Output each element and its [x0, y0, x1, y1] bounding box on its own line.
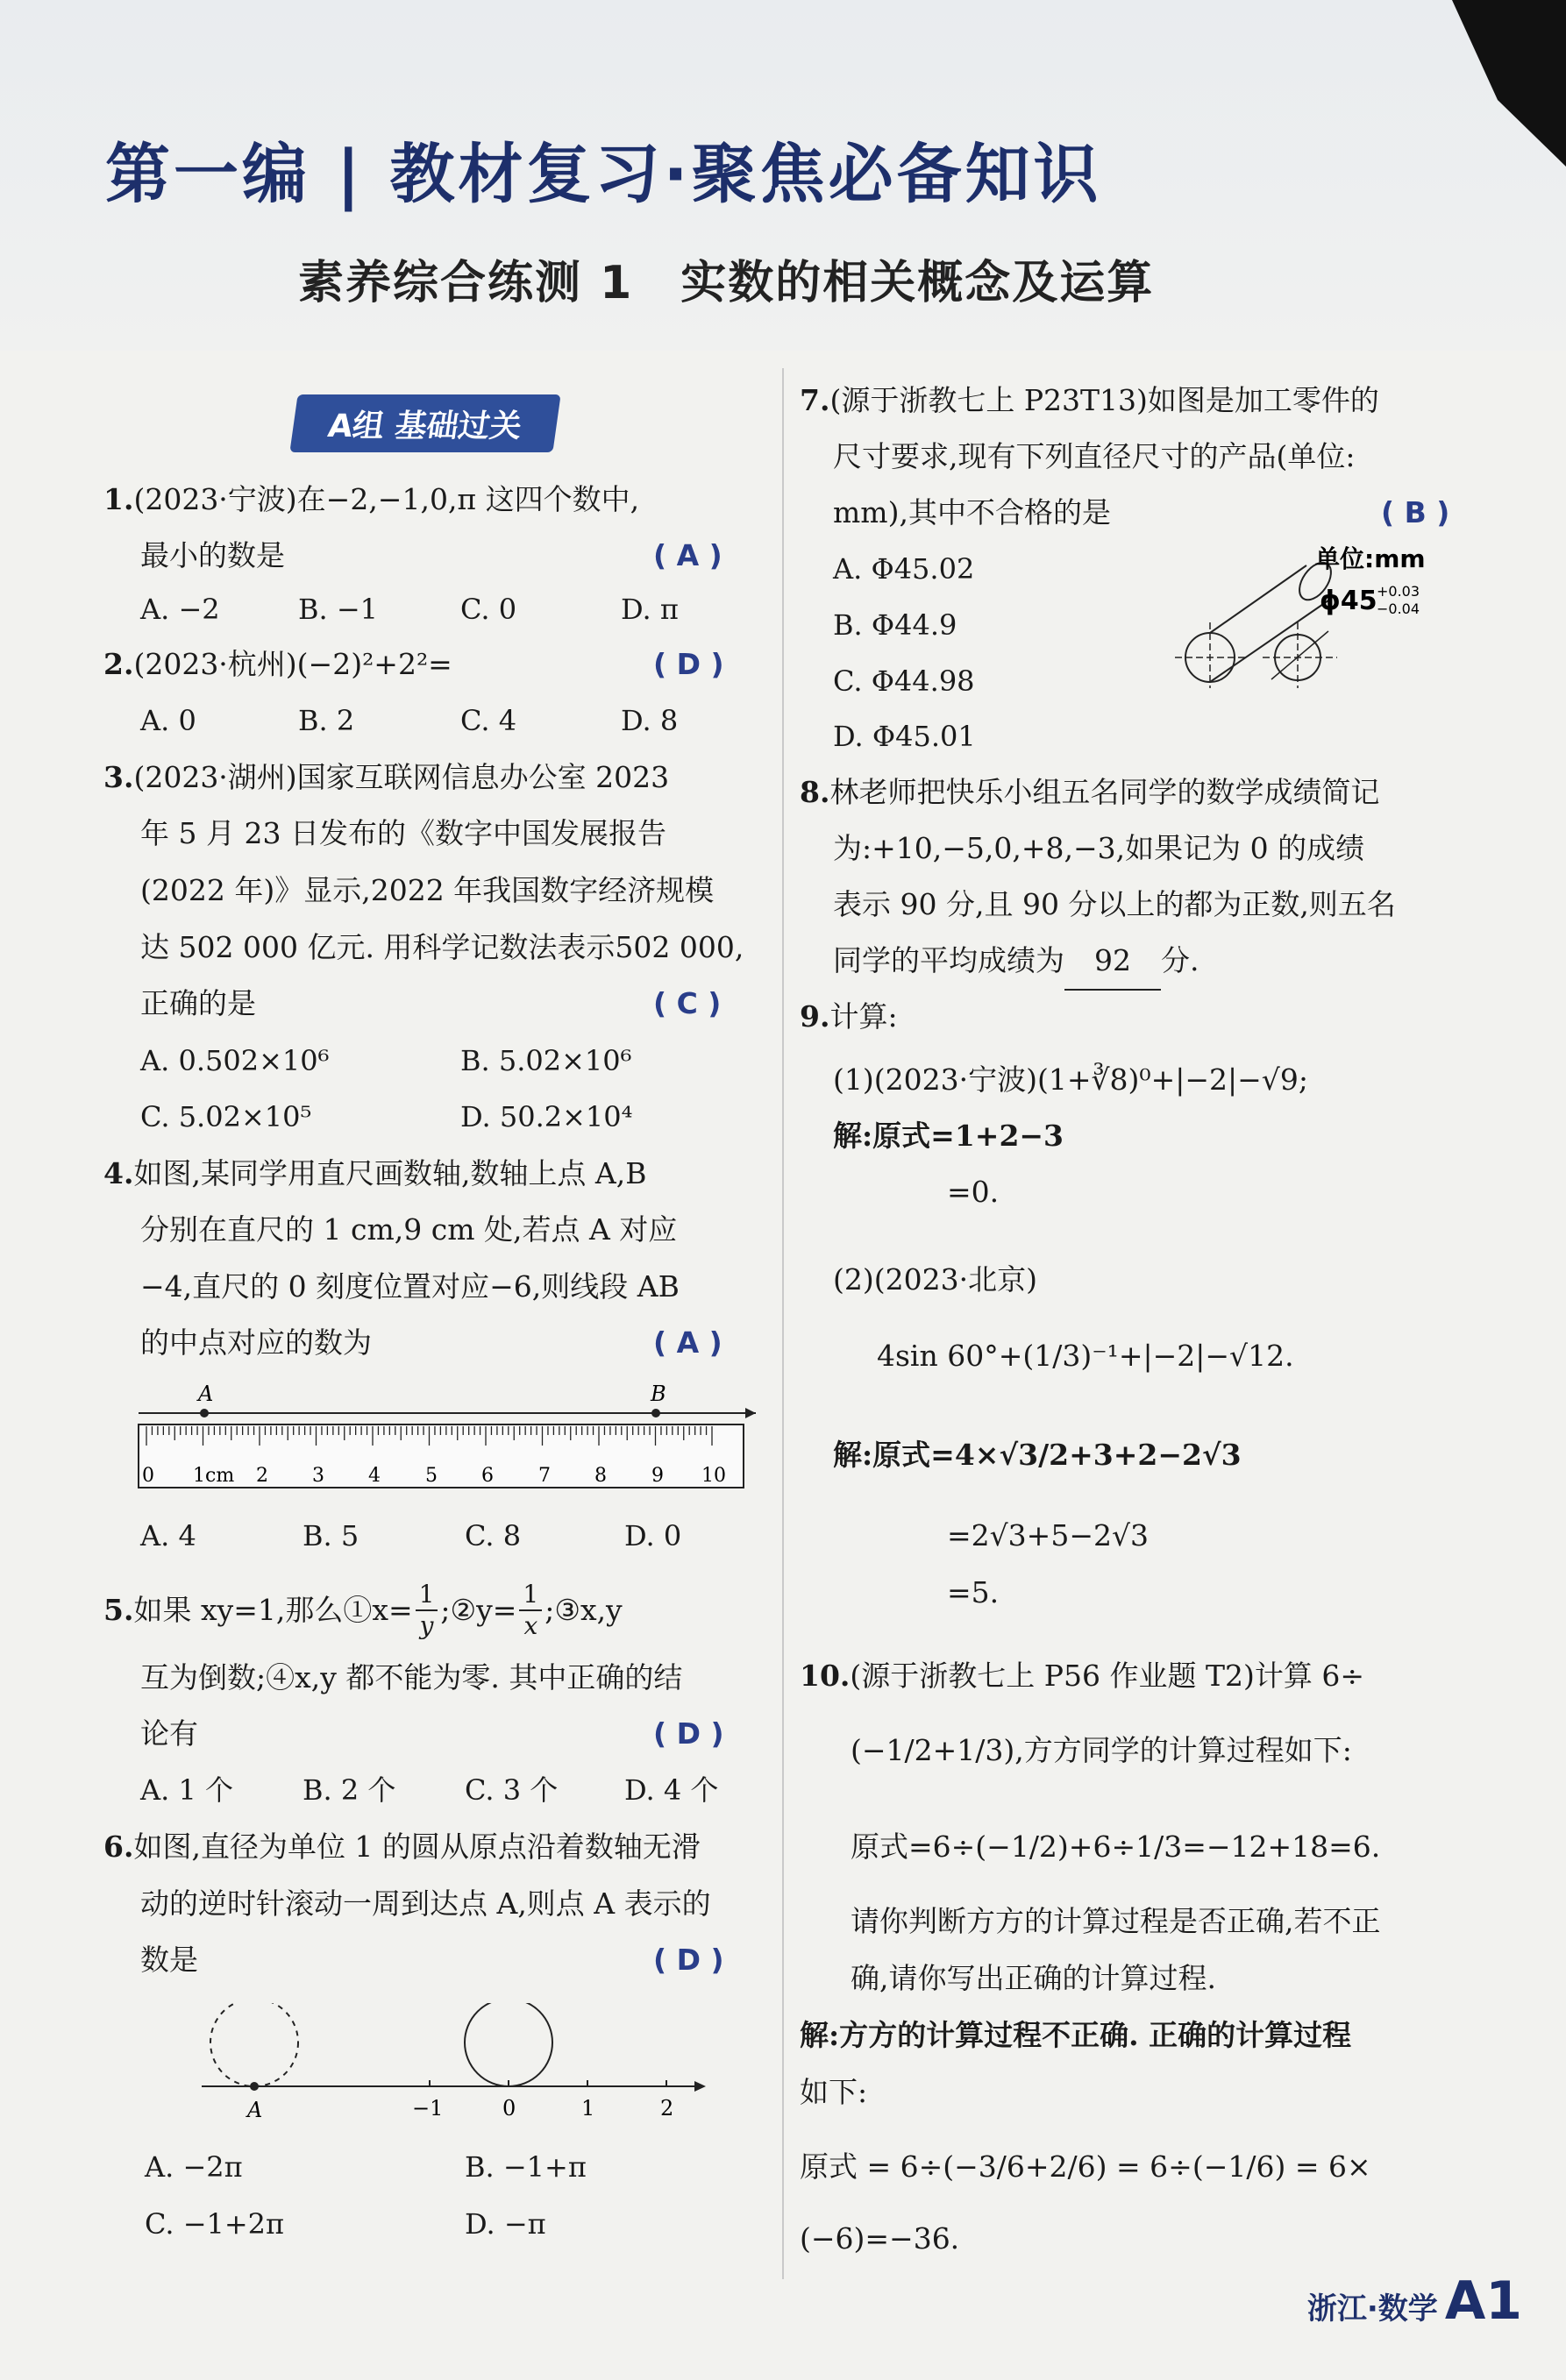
footer-subject: 浙江·数学 [1306, 2291, 1438, 2327]
point-b-dot [651, 1409, 660, 1417]
ruler-label: 1cm [193, 1465, 235, 1487]
svg-text:+0.03: +0.03 [1377, 583, 1420, 600]
answer-4: ( A ) [653, 1325, 722, 1360]
svg-text:−0.04: −0.04 [1377, 600, 1420, 617]
ruler-label: 5 [425, 1465, 438, 1487]
answer-3: ( C ) [653, 986, 722, 1020]
answer-1: ( A ) [653, 538, 722, 572]
rolling-circle-figure [193, 2003, 719, 2135]
answer-7: ( B ) [1381, 495, 1450, 529]
group-label: A组 基础过关 [289, 394, 560, 452]
svg-text:ϕ45: ϕ45 [1320, 586, 1377, 616]
svg-text:2: 2 [660, 2096, 674, 2121]
svg-text:1: 1 [581, 2096, 595, 2121]
answer-2: ( D ) [653, 647, 724, 681]
answer-5: ( D ) [653, 1716, 724, 1751]
svg-text:单位:mm: 单位:mm [1315, 544, 1426, 573]
ruler-label: 2 [256, 1465, 268, 1487]
ruler-label: 10 [701, 1465, 726, 1487]
svg-text:A: A [247, 2098, 263, 2122]
svg-text:0: 0 [502, 2096, 516, 2121]
ruler-label: 9 [651, 1465, 664, 1487]
page-title: 第一编 | 教材复习·聚焦必备知识 [105, 137, 1102, 212]
page-footer [1307, 2270, 1522, 2332]
answer-6: ( D ) [653, 1943, 724, 1977]
column-divider [782, 368, 784, 2279]
cylinder-part-figure [1166, 539, 1456, 688]
page-number: A1 [1444, 2270, 1522, 2332]
dashed-circle [210, 2003, 298, 2086]
ruler-label: 3 [312, 1465, 324, 1487]
ruler-label: 4 [368, 1465, 381, 1487]
ruler-label: 6 [481, 1465, 494, 1487]
svg-text:−1: −1 [412, 2096, 444, 2121]
point-b-label: B [651, 1382, 666, 1406]
section-title: 素养综合练测 1 实数的相关概念及运算 [298, 257, 1155, 309]
ruler-label: 8 [594, 1465, 607, 1487]
point-a-dot [200, 1409, 209, 1417]
ruler-label: 7 [538, 1465, 551, 1487]
point-a-label: A [198, 1382, 214, 1406]
ruler-label: 0 [142, 1465, 154, 1487]
answer-8: 92 [1064, 933, 1161, 991]
solid-circle [465, 2003, 552, 2086]
ruler-figure [132, 1376, 763, 1499]
